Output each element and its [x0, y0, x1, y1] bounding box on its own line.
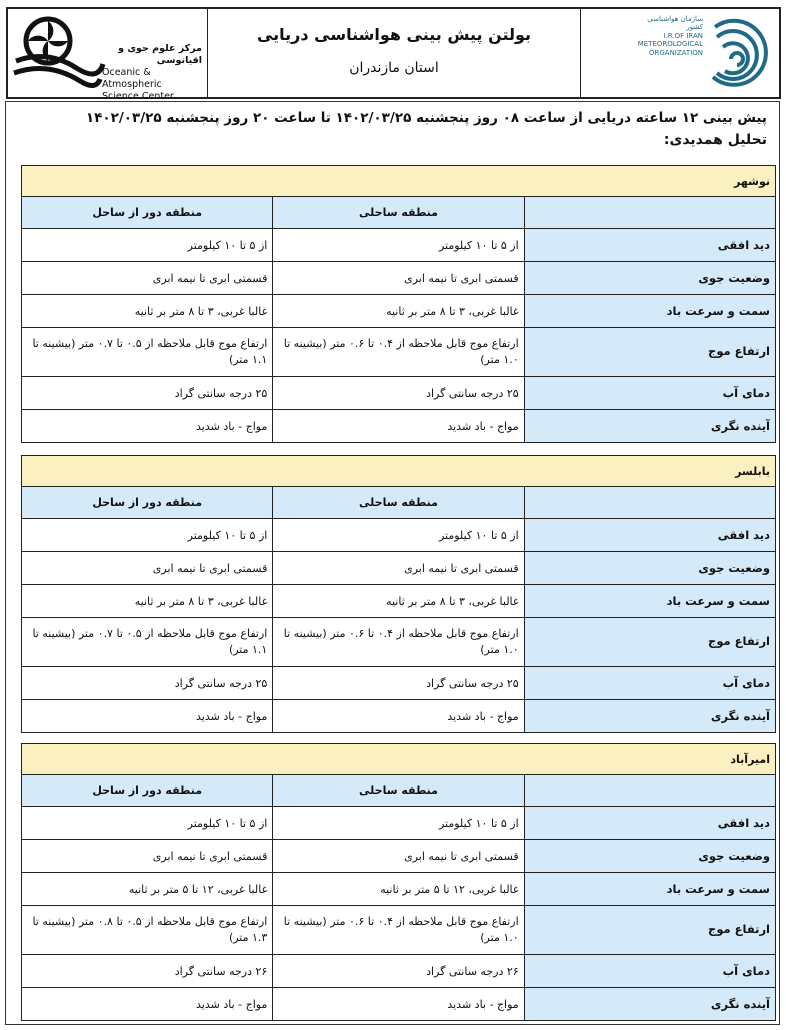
title-cell	[208, 9, 581, 97]
offshore-value: مواج - باد شدید	[22, 988, 273, 1021]
irimo-name-en1: I.R.OF IRAN	[663, 31, 703, 40]
row-label: ارتفاع موج	[524, 906, 775, 955]
offshore-value: ۲۵ درجه سانتی گراد	[22, 377, 273, 410]
table-row	[22, 552, 776, 585]
forecast-table	[21, 743, 776, 1021]
table-row	[22, 585, 776, 618]
offshore-header: منطقه دور از ساحل	[22, 775, 273, 807]
row-label: آینده نگری	[524, 988, 775, 1021]
offshore-header: منطقه دور از ساحل	[22, 197, 273, 229]
oasc-name-en2: Science Center	[102, 90, 174, 102]
row-label: دمای آب	[524, 667, 775, 700]
synoptic-analysis-label: تحلیل همدیدی:	[663, 131, 767, 148]
offshore-value: مواج - باد شدید	[22, 700, 273, 733]
offshore-value: غالبا غربی، ۳ تا ۸ متر بر ثانیه	[22, 585, 273, 618]
coastal-value: قسمتی ابری تا نیمه ابری	[273, 840, 524, 873]
row-label: وضعیت جوی	[524, 262, 775, 295]
row-label: دید افقی	[524, 519, 775, 552]
offshore-value: غالبا غربی، ۳ تا ۸ متر بر ثانیه	[22, 295, 273, 328]
province-name: استان مازندران	[349, 60, 439, 76]
table-row	[22, 519, 776, 552]
row-label: دمای آب	[524, 955, 775, 988]
coastal-value: از ۵ تا ۱۰ کیلومتر	[273, 807, 524, 840]
table-row	[22, 807, 776, 840]
offshore-value: ارتفاع موج قابل ملاحظه از ۰.۵ تا ۰.۷ متر (بیشینه تا ۱.۱ متر)	[22, 328, 273, 377]
coastal-header: منطقه ساحلی	[273, 775, 524, 807]
row-label: ارتفاع موج	[524, 328, 775, 377]
row-label: آینده نگری	[524, 410, 775, 443]
row-label: دمای آب	[524, 377, 775, 410]
coastal-value: غالبا غربی، ۱۲ تا ۵ متر بر ثانیه	[273, 873, 524, 906]
table-row	[22, 618, 776, 667]
coastal-value: قسمتی ابری تا نیمه ابری	[273, 262, 524, 295]
oasc-name-fa: مرکز علوم جوی و اقیانوسی	[118, 43, 202, 66]
table-row	[22, 840, 776, 873]
offshore-value: از ۵ تا ۱۰ کیلومتر	[22, 229, 273, 262]
irimo-name-fa: سازمان هواشناسی کشور	[647, 15, 703, 32]
coastal-value: مواج - باد شدید	[273, 700, 524, 733]
offshore-value: مواج - باد شدید	[22, 410, 273, 443]
irimo-logo	[581, 9, 779, 97]
offshore-value: ارتفاع موج قابل ملاحظه از ۰.۵ تا ۰.۷ متر (بیشینه تا ۱.۱ متر)	[22, 618, 273, 667]
coastal-value: ارتفاع موج قابل ملاحظه از ۰.۴ تا ۰.۶ متر (بیشینه تا ۱.۰ متر)	[273, 618, 524, 667]
location-name: امیرآباد	[22, 744, 776, 775]
bulletin-header	[6, 7, 781, 102]
coastal-value: ارتفاع موج قابل ملاحظه از ۰.۴ تا ۰.۶ متر (بیشینه تا ۱.۰ متر)	[273, 906, 524, 955]
offshore-value: ارتفاع موج قابل ملاحظه از ۰.۵ تا ۰.۸ متر (بیشینه تا ۱.۳ متر)	[22, 906, 273, 955]
table-row	[22, 377, 776, 410]
table-row	[22, 262, 776, 295]
coastal-value: ۲۶ درجه سانتی گراد	[273, 955, 524, 988]
table-row	[22, 295, 776, 328]
row-label: سمت و سرعت باد	[524, 585, 775, 618]
oasc-logo	[8, 9, 208, 102]
coastal-value: ۲۵ درجه سانتی گراد	[273, 667, 524, 700]
coastal-value: قسمتی ابری تا نیمه ابری	[273, 552, 524, 585]
row-label: ارتفاع موج	[524, 618, 775, 667]
coastal-value: مواج - باد شدید	[273, 410, 524, 443]
forecast-period-title: پیش بینی ۱۲ ساعته دریایی از ساعت ۰۸ روز پنجشنبه ۱۴۰۲/۰۳/۲۵ تا ساعت ۲۰ روز پنجشنبه ۱۴۰۲/۰۳/۲۵	[85, 110, 767, 126]
coastal-value: غالبا غربی، ۳ تا ۸ متر بر ثانیه	[273, 585, 524, 618]
offshore-value: ۲۵ درجه سانتی گراد	[22, 667, 273, 700]
table-row	[22, 873, 776, 906]
forecast-table	[21, 455, 776, 733]
offshore-value: ۲۶ درجه سانتی گراد	[22, 955, 273, 988]
coastal-value: مواج - باد شدید	[273, 988, 524, 1021]
bulletin-title: بولتن پیش بینی هواشناسی دریایی	[256, 25, 532, 44]
coastal-value: غالبا غربی، ۳ تا ۸ متر بر ثانیه	[273, 295, 524, 328]
irimo-name-en3: ORGANIZATION	[648, 48, 703, 57]
table-row	[22, 667, 776, 700]
offshore-value: غالبا غربی، ۱۲ تا ۵ متر بر ثانیه	[22, 873, 273, 906]
table-row	[22, 906, 776, 955]
table-row	[22, 955, 776, 988]
row-label: سمت و سرعت باد	[524, 873, 775, 906]
row-label: سمت و سرعت باد	[524, 295, 775, 328]
row-label: دید افقی	[524, 229, 775, 262]
offshore-value: قسمتی ابری تا نیمه ابری	[22, 262, 273, 295]
coastal-header: منطقه ساحلی	[273, 197, 524, 229]
empty-header-cell	[524, 775, 775, 807]
row-label: آینده نگری	[524, 700, 775, 733]
offshore-value: از ۵ تا ۱۰ کیلومتر	[22, 807, 273, 840]
row-label: دید افقی	[524, 807, 775, 840]
coastal-value: از ۵ تا ۱۰ کیلومتر	[273, 519, 524, 552]
coastal-header: منطقه ساحلی	[273, 487, 524, 519]
irimo-emblem-icon	[705, 17, 771, 93]
offshore-value: قسمتی ابری تا نیمه ابری	[22, 552, 273, 585]
table-row	[22, 410, 776, 443]
table-row	[22, 229, 776, 262]
location-name: بابلسر	[22, 456, 776, 487]
table-row	[22, 328, 776, 377]
coastal-value: از ۵ تا ۱۰ کیلومتر	[273, 229, 524, 262]
offshore-value: قسمتی ابری تا نیمه ابری	[22, 840, 273, 873]
location-name: نوشهر	[22, 166, 776, 197]
coastal-value: ارتفاع موج قابل ملاحظه از ۰.۴ تا ۰.۶ متر (بیشینه تا ۱.۰ متر)	[273, 328, 524, 377]
oasc-name-en1: Oceanic & Atmospheric	[102, 66, 162, 90]
table-row	[22, 988, 776, 1021]
table-row	[22, 700, 776, 733]
row-label: وضعیت جوی	[524, 552, 775, 585]
forecast-table	[21, 165, 776, 443]
empty-header-cell	[524, 487, 775, 519]
coastal-value: ۲۵ درجه سانتی گراد	[273, 377, 524, 410]
empty-header-cell	[524, 197, 775, 229]
offshore-header: منطقه دور از ساحل	[22, 487, 273, 519]
irimo-name-en2: METEOROLOGICAL	[637, 40, 703, 49]
offshore-value: از ۵ تا ۱۰ کیلومتر	[22, 519, 273, 552]
row-label: وضعیت جوی	[524, 840, 775, 873]
